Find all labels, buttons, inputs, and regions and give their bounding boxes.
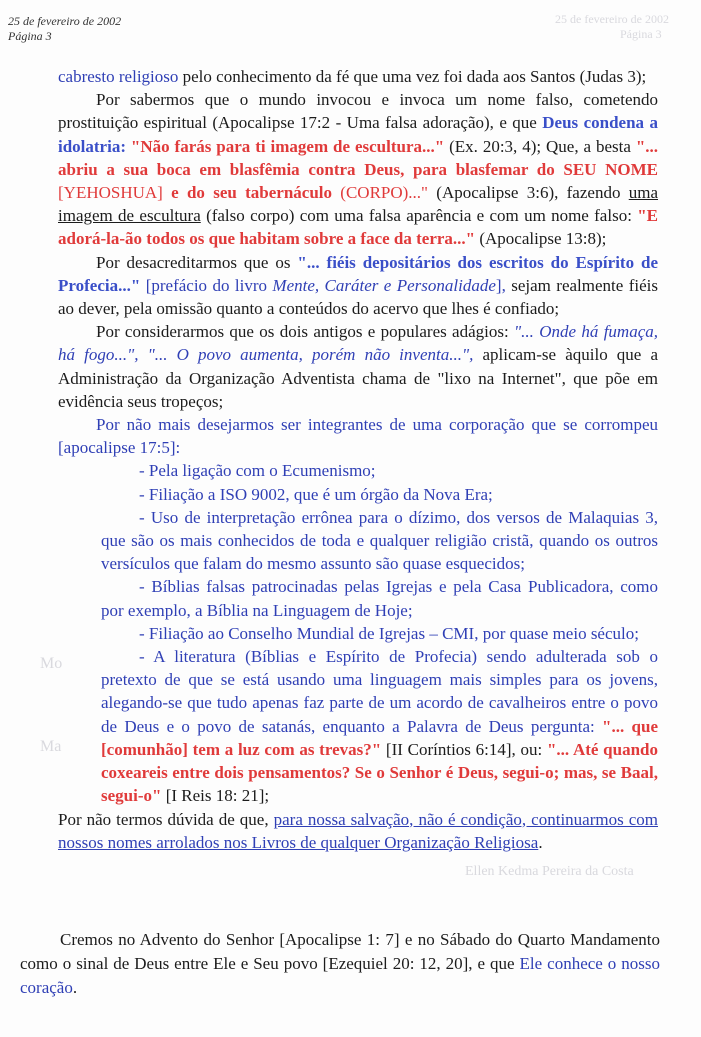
bleed-through-fragment: Mo [40, 655, 63, 672]
list-item: - Bíblias falsas patrocinadas pelas Igrejas e pela Casa Publicadora, como por exemplo, a Bíblia na Linguagem de Hoje; [101, 577, 658, 620]
paragraph-6 [58, 808, 658, 854]
paragraph-5: Por não mais desejarmos ser integrantes de uma corporação que se corrompeu [apocalipse 17:5]: [58, 415, 658, 458]
body-text: Por desacreditarmos que os [96, 252, 298, 272]
document-body [58, 65, 658, 854]
highlight-text: cabresto religioso [58, 67, 179, 86]
header-date: 25 de fevereiro de 2002 [8, 14, 122, 28]
paragraph-4 [58, 320, 658, 413]
paragraph-3 [58, 251, 658, 321]
body-text: Por considerarmos que os dois antigos e populares adágios: [96, 322, 515, 342]
body-text: [II Coríntios 6:14], ou: [381, 739, 547, 759]
paragraph-1 [58, 65, 658, 88]
highlight-text: [prefácio do livro [140, 275, 273, 295]
body-text: [I Reis 18: 21]; [161, 786, 270, 806]
list-item: - Filiação ao Conselho Mundial de Igrejas – CMI, por quase meio século; [139, 623, 639, 643]
body-text: Por não termos dúvida de que, [58, 809, 274, 829]
highlight-text: Ele conhece o nosso coração [20, 954, 660, 997]
underlined-statement: para nossa salvação, não é condição, continuarmos com nossos nomes arrolados nos Livros de qualquer Organização Religiosa [58, 809, 658, 852]
bleed-through-page: Página 3 [620, 27, 662, 41]
body-text: (Ex. 20:3, 4); Que, a besta [444, 136, 636, 156]
quote-red: "... que [comunhão] tem a luz com as trevas?" [101, 716, 658, 759]
bleed-through-signature: Ellen Kedma Pereira da Costa [465, 864, 634, 879]
bleed-through-date: 25 de fevereiro de 2002 [555, 12, 669, 26]
emphasis-blue: Deus condena a idolatria: [58, 113, 658, 156]
body-text: aplicam-se àquilo que a Administração da Organização Adventista chama de "lixo na Internet", que põe em evidência seus tropeços; [58, 345, 659, 411]
body-text: . [538, 832, 543, 852]
header-page-number: Página 3 [8, 29, 52, 43]
quote-red: "E adorá-la-ão todos os que habitam sobre a face da terra..." [58, 206, 658, 249]
body-text: (falso corpo) com uma falsa aparência e com um nome falso: [200, 206, 638, 226]
emphasis-blue: "... fiéis depositários dos escritos do Espírito de Profecia..." [58, 252, 658, 295]
body-text: pelo conhecimento da fé que uma vez foi dada aos Santos (Judas 3); [178, 67, 647, 86]
book-title: Mente, Caráter e Personalidade [272, 275, 496, 295]
body-text: Por sabermos que o mundo invocou e invoca um nome falso, cometendo prostituição espiritual (Apocalipse 17:2 - Uma falsa adoração), e que [58, 90, 658, 133]
body-text: (Apocalipse 13:8); [475, 229, 607, 249]
paragraph-7 [20, 928, 660, 1000]
list-item: - Filiação a ISO 9002, que é um órgão da Nova Era; [139, 484, 493, 504]
highlight-text: ], [495, 275, 506, 295]
quote-red: [YEHOSHUA] [58, 183, 172, 203]
list-item: - Pela ligação com o Ecumenismo; [139, 461, 376, 481]
closing-paragraph [20, 928, 660, 1000]
quote-red: "... abriu a sua boca em blasfêmia contra Deus, para blasfemar do SEU NOME [58, 136, 659, 179]
body-text: - A literatura (Bíblias e Espírito de Profecia) sendo adulterada sob o pretexto de que se está usando uma linguagem mais simples para os jovens, alegando-se que tudo apenas faz parte de um acordo de cavalheiros entre o povo de Deus e o povo de satanás, enquanto a Palavra de Deus pergunta: [101, 647, 658, 736]
body-text: Cremos no Advento do Senhor [Apocalipse 1: 7] e no Sábado do Quarto Mandamento como o sinal de Deus entre Ele e Seu povo [Ezequiel 20: 12, 20], e que [20, 930, 660, 973]
body-text: . [72, 978, 78, 997]
reasons-list [101, 459, 658, 807]
body-text: (Apocalipse 3:6), fazendo [428, 183, 629, 203]
page-header [8, 14, 121, 44]
quote-red: e do seu tabernáculo [171, 183, 332, 203]
quote-red: "... Até quando coxeareis entre dois pensamentos? Se o Senhor é Deus, segui-o; mas, se Baal, segui-o" [101, 739, 658, 806]
bleed-through-fragment: Ma [40, 738, 62, 755]
underlined-text: uma imagem de escultura [58, 183, 659, 226]
quote-red: (CORPO)..." [332, 183, 428, 203]
paragraph-2 [58, 88, 658, 250]
body-text: sejam realmente fiéis ao dever, pela omissão quanto a conteúdos do acervo que lhes é confiado; [58, 275, 658, 319]
list-item: - Uso de interpretação errônea para o dízimo, dos versos de Malaquias 3, que são os mais conhecidos de toda e qualquer religião cristã, quando os outros versículos que falam do mesmo assunto são quase esquecidos; [101, 507, 658, 574]
quote-red: "Não farás para ti imagem de escultura..." [130, 136, 445, 156]
list-item [101, 645, 658, 807]
proverb-quote: "... Onde há fumaça, há fogo...", "... O povo aumenta, porém não inventa...", [58, 322, 658, 365]
